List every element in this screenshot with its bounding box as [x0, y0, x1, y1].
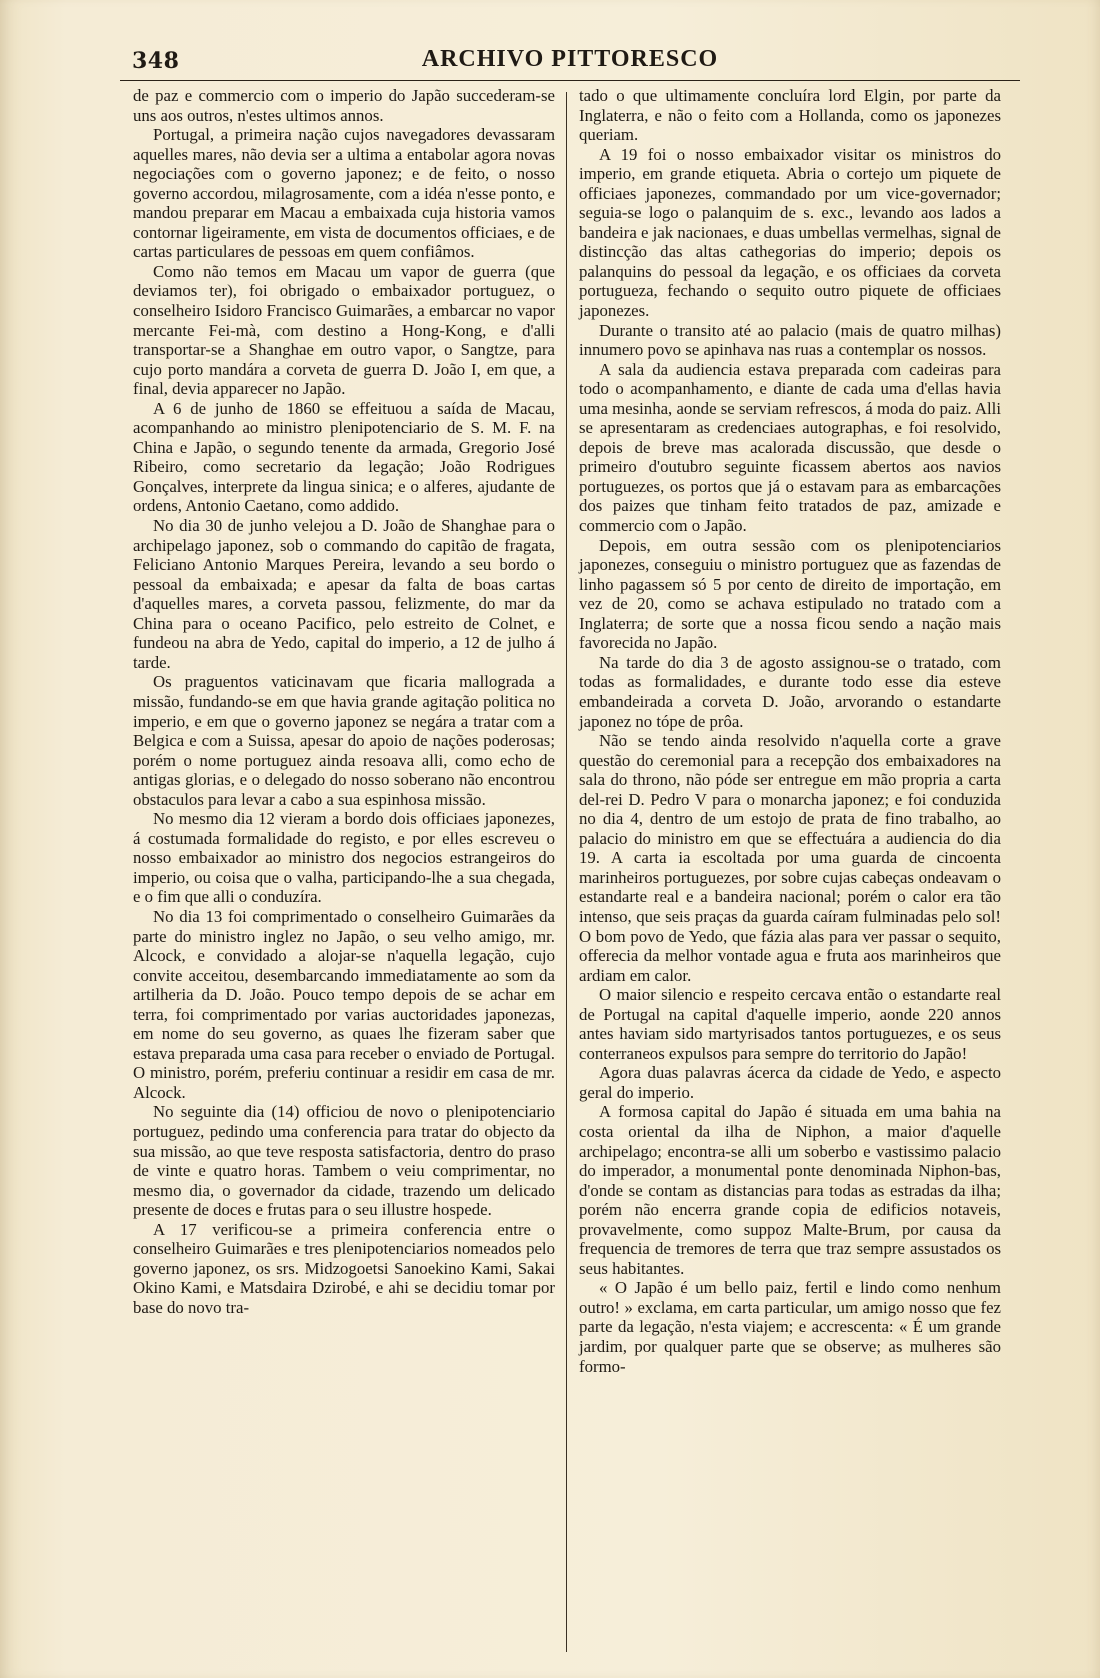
paragraph: Agora duas palavras ácerca da cidade de Yedo, e aspecto geral do imperio. — [579, 1063, 1001, 1102]
running-title: ARCHIVO PITTORESCO — [421, 46, 719, 72]
paragraph: tado o que ultimamente concluíra lord Elgin, por parte da Inglaterra, e não o feito com a Hollanda, como os japonezes queriam. — [579, 86, 1001, 145]
paragraph: O maior silencio e respeito cercava então o estandarte real de Portugal na capital d'aquelle imperio, aonde 220 annos antes haviam sido martyrisados tantos portuguezes, e os seus conterraneos expulsos para sempre do territorio do Japão! — [579, 985, 1001, 1063]
page-number: 348 — [132, 48, 180, 74]
paragraph: A 6 de junho de 1860 se effeituou a saída de Macau, acompanhando ao ministro plenipotenciario de S. M. F. na China e Japão, o segundo tenente da armada, Gregorio José Ribeiro, como secretario da legação; João Rodrigues Gonçalves, interprete da lingua sinica; e o alferes, ajudante de ordens, Antonio Caetano, como addido. — [133, 398, 555, 516]
paragraph: Não se tendo ainda resolvido n'aquella corte a grave questão do ceremonial para a recepção dos embaixadores na sala do throno, não póde ser entregue em mão propria a carta del-rei D. Pedro V para o monarcha japonez; e foi conduzida no dia 4, dentro de um estojo de prata de fino trabalho, ao palacio do ministro em que se effectuára a audiencia do dia 19. A carta ia escoltada por uma guarda de cincoenta marinheiros portuguezes, por sobre cujas cabeças ondeavam o estandarte real e a bandeira nacional; porém o calor era tão intenso, que seis praças da guarda caíram fulminadas pelo sol! O bom povo de Yedo, que fázia alas para ver passar o sequito, offerecia da melhor vontade agua e fruta aos marinheiros que ardiam em calor. — [579, 731, 1001, 985]
paragraph: Durante o transito até ao palacio (mais de quatro milhas) innumero povo se apinhava nas ruas a contemplar os nossos. — [579, 320, 1001, 360]
paragraph: A formosa capital do Japão é situada em uma bahia na costa oriental da ilha de Niphon, a maior d'aquelle archipelago; encontra-se alli um soberbo e vastissimo palacio do imperador, a monumental ponte denominada Niphon-bas, d'onde se contam as distancias para todas as estradas da ilha; porém não encerra grande copia de edificios notaveis, provavelmente, como suppoz Malte-Brum, por causa da frequencia de tremores de terra que traz sempre assustados os seus habitantes. — [579, 1102, 1001, 1278]
paragraph: No dia 13 foi comprimentado o conselheiro Guimarães da parte do ministro inglez no Japão, o seu velho amigo, mr. Alcock, e convidado a alojar-se n'aquella legação, cujo convite acceitou, desembarcando immediatamente ao som da artilheria da D. João. Pouco tempo depois de se achar em terra, foi comprimentado por varias auctoridades japonezas, em nome do seu governo, as quaes lhe fizeram saber que estava preparada uma casa para receber o enviado de Portugal. O ministro, porém, preferiu continuar a residir em casa de mr. Alcock. — [133, 906, 555, 1102]
paragraph: « O Japão é um bello paiz, fertil e lindo como nenhum outro! » exclama, em carta particular, um amigo nosso que fez parte da legação, n'esta viajem; e accrescenta: « É um grande jardim, por qualquer parte que se observe; as mulheres são formo- — [579, 1278, 1001, 1376]
paragraph: No seguinte dia (14) officiou de novo o plenipotenciario portuguez, pedindo uma conferencia para tratar do objecto da sua missão, ao que teve resposta satisfactoria, dentro do praso de vinte e quatro horas. Tambem o veiu comprimentar, no mesmo dia, o governador da cidade, trazendo um delicado presente de doces e frutas para o seu illustre hospede. — [133, 1102, 555, 1220]
paragraph: A 19 foi o nosso embaixador visitar os ministros do imperio, em grande etiqueta. Abria o cortejo um piquete de officiaes japonezes, commandado por um vice-governador; seguia-se logo o palanquim de s. exc., levando aos lados a bandeira e jak nacionaes, e duas umbellas vermelhas, signal de distincção das altas cathegorias do imperio; depois os palanquins do pessoal da legação, e os officiaes da corveta portugueza, fechando o sequito outro piquete de officiaes japonezes. — [579, 144, 1001, 321]
paragraph: Como não temos em Macau um vapor de guerra (que deviamos ter), foi obrigado o embaixador portuguez, o conselheiro Isidoro Francisco Guimarães, a embarcar no vapor mercante Fei-mà, com destino a Hong-Kong, e d'alli transportar-se a Shanghae em outro vapor, o Sangtze, para cujo porto mandára a corveta de guerra D. João I, em que, a final, devia apparecer no Japão. — [133, 261, 555, 399]
page-header — [120, 44, 1020, 81]
paragraph: Na tarde do dia 3 de agosto assignou-se o tratado, com todas as formalidades, e durante todo esse dia esteve embandeirada a corveta D. João, arvorando o estandarte japonez no tópe de prôa. — [579, 652, 1001, 731]
paragraph: A sala da audiencia estava preparada com cadeiras para todo o acompanhamento, e diante de cada uma d'ellas havia uma mesinha, aonde se serviam refrescos, á moda do paiz. Alli se apresentaram as credenciaes autographas, e foi resolvido, depois de breve mas acalorada discussão, que desde o primeiro d'outubro seguinte ficassem abertos aos navios portuguezes, os portos que já o estavam para as embarcações dos paizes que tinham feito tratados de paz, amizade e commercio com o Japão. — [579, 359, 1001, 536]
paragraph: No dia 30 de junho velejou a D. João de Shanghae para o archipelago japonez, sob o commando do capitão de fragata, Feliciano Antonio Marques Pereira, levando a seu bordo o pessoal da embaixada; e apesar da falta de boas cartas d'aquelles mares, a corveta passou, felizmente, do mar da China para o oceano Pacifico, pelo estreito de Colnet, e fundeou na abra de Yedo, capital do imperio, a 12 de julho á tarde. — [133, 516, 555, 672]
paragraph: de paz e commercio com o imperio do Japão succederam-se uns aos outros, n'estes ultimos annos. — [133, 86, 555, 125]
column-divider — [566, 92, 567, 1652]
paragraph: A 17 verificou-se a primeira conferencia entre o conselheiro Guimarães e tres plenipotenciarios nomeados pelo governo japonez, os srs. Midzogoetsi Sanoekino Kami, Sakai Okino Kami, e Matsdaira Dzirobé, e ahi se decidiu tomar por base do novo tra- — [133, 1219, 555, 1317]
paragraph: No mesmo dia 12 vieram a bordo dois officiaes japonezes, á costumada formalidade do registo, e por elles escreveu o nosso embaixador ao ministro dos negocios estrangeiros do imperio, ou coisa que o valha, participando-lhe a sua chegada, e o fim que alli o conduzíra. — [133, 809, 555, 907]
paragraph: Portugal, a primeira nação cujos navegadores devassaram aquelles mares, não devia ser a ultima a entabolar agora novas negociações com o governo japonez; e de feito, o nosso governo accordou, milagrosamente, com a idéa n'esse ponto, e mandou preparar em Macau a embaixada cuja historia vamos contornar ligeiramente, em vista de documentos officiaes, e de cartas particulares de pessoas em quem confiâmos. — [133, 125, 555, 262]
right-column — [579, 86, 1001, 1376]
paragraph: Depois, em outra sessão com os plenipotenciarios japonezes, conseguiu o ministro portuguez que as fazendas de linho pagassem só 5 por cento de direito de importação, em vez de 20, como se achava estipulado no tratado com a Inglaterra; de sorte que a nossa ficou sendo a nação mais favorecida no Japão. — [579, 535, 1001, 653]
paragraph: Os praguentos vaticinavam que ficaria mallograda a missão, fundando-se em que havia grande agitação politica no imperio, e em que o governo japonez se negára a tratar com a Belgica e com a Suissa, apesar do apoio de nações poderosas; porém o nome portuguez ainda resoava alli, como echo de antigas glorias, e o delegado do nosso soberano não encontrou obstaculos para levar a cabo a sua espinhosa missão. — [133, 672, 555, 809]
left-column — [133, 86, 555, 1317]
